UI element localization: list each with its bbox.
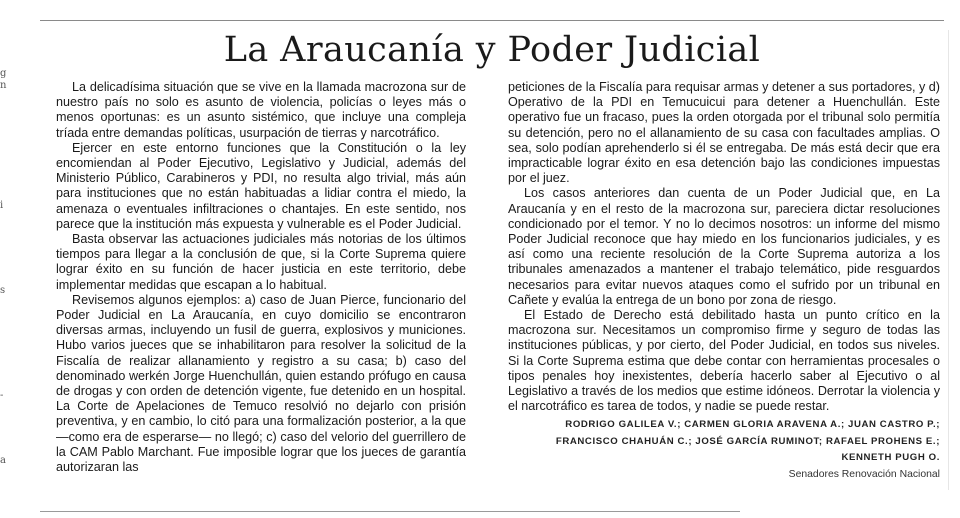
author-affiliation: Senadores Renovación Nacional xyxy=(788,468,940,480)
author-signatures xyxy=(508,417,940,467)
signature-line: KENNETH PUGH O. xyxy=(841,452,940,464)
column-edge xyxy=(948,30,949,490)
left-margin-fragment xyxy=(0,60,8,480)
signature-line: RODRIGO GALILEA V.; CARMEN GLORIA ARAVENA A.; JUAN CASTRO P.; xyxy=(565,419,940,431)
article-paragraph: Basta observar las actuaciones judiciales más notorias de los últimos tiempos para llegar a la conclusión de que, si la Corte Suprema quiere lograr éxito en su función de hacer justicia en este territorio, debe implementar medidas que escapan a lo habitual. xyxy=(56,232,466,292)
margin-glyph: i xyxy=(0,200,4,211)
top-rule xyxy=(40,20,944,21)
article-headline: La Araucanía y Poder Judicial xyxy=(223,30,761,70)
margin-glyph: g xyxy=(0,68,7,79)
article-column-right xyxy=(508,80,940,483)
article-paragraph: Los casos anteriores dan cuenta de un Poder Judicial que, en La Araucanía y en el resto de la macrozona sur, pareciera dictar resoluciones condicionado por el temor. Y no lo decimos nosotros: un informe del mismo Poder Judicial reconoce que hay miedo en los funcionarios judiciales, y es así como una reciente resolución de la Corte Suprema autoriza a los tribunales amenazados a mantener el trabajo telemático, pide resguardos necesarios para evitar nuevos ataques como el sufrido por un tribunal en Cañete y evalúa la entrega de un bono por zona de riesgo. xyxy=(508,186,940,307)
article-paragraph-continued: peticiones de la Fiscalía para requisar armas y detener a sus portadores, y d) Operativo de la PDI en Temucuicui para detener a Huenchullán. Este operativo fue un fracaso, pues la orden otorgada por el tribunal solo permitía su detención, pero no el allanamiento de su casa con facultades amplias. O sea, solo podían aprehenderlo si él se entregaba. De más está decir que era impracticable lograr éxito en esa detención bajo las condiciones impuestas por el juez. xyxy=(508,80,940,186)
bottom-rule xyxy=(40,511,740,512)
article-column-left xyxy=(56,80,466,475)
margin-glyph: - xyxy=(0,390,4,401)
signature-line: FRANCISCO CHAHUÁN C.; JOSÉ GARCÍA RUMINOT; RAFAEL PROHENS E.; xyxy=(555,435,940,447)
article-paragraph: Ejercer en este entorno funciones que la Constitución o la ley encomiendan al Poder Ejecutivo, Legislativo y Judicial, además del Ministerio Público, Carabineros y PDI, no resulta algo trivial, más aún para instituciones que no están habituadas a lidiar contra el miedo, la amenaza o eventuales infiltraciones o chantajes. En este sentido, nos parece que la institución más expuesta y vulnerable es el Poder Judicial. xyxy=(56,140,466,231)
article-paragraph: El Estado de Derecho está debilitado hasta un punto crítico en la macrozona sur. Necesitamos un compromiso firme y seguro de todas las instituciones públicas, y por cierto, del Poder Judicial, en todos sus niveles. Si la Corte Suprema estima que debe contar con herramientas procesales o tipos penales hoy inexistentes, debería hacerlo saber al Ejecutivo o al Legislativo a través de los medios que estime idóneos. Derrotar la violencia y el narcotráfico es tarea de todos, y nadie se puede restar. xyxy=(508,308,940,414)
margin-glyph: s xyxy=(0,285,6,296)
article-paragraph: Revisemos algunos ejemplos: a) caso de Juan Pierce, funcionario del Poder Judicial en La Araucanía, en cuyo domicilio se encontraron diversas armas, incluyendo un fusil de guerra, explosivos y municiones. Hubo varios jueces que se inhabilitaron para resolver la solicitud de la Fiscalía de realizar allanamiento y registro a su casa; b) caso del denominado werkén Jorge Huenchullán, quien estando prófugo en causa de drogas y con orden de detención vigente, fue detenido en un hospital. La Corte de Apelaciones de Temuco resolvió no dejarlo con prisión preventiva, y en cambio, lo citó para una formalización posterior, a la que —como era de esperarse— no llegó; c) caso del velorio del guerrillero de la CAM Pablo Marchant. Fue imposible lograr que los jueces de garantía autorizaran las xyxy=(56,292,466,475)
margin-glyph: a xyxy=(0,455,6,466)
article-paragraph: La delicadísima situación que se vive en la llamada macrozona sur de nuestro país no solo es asunto de violencia, policías o leyes más o menos oportunas: es un asunto sistémico, que incluye una compleja tríada entre demandas políticas, usurpación de tierras y narcotráfico. xyxy=(56,80,466,140)
margin-glyph: n xyxy=(0,80,7,91)
